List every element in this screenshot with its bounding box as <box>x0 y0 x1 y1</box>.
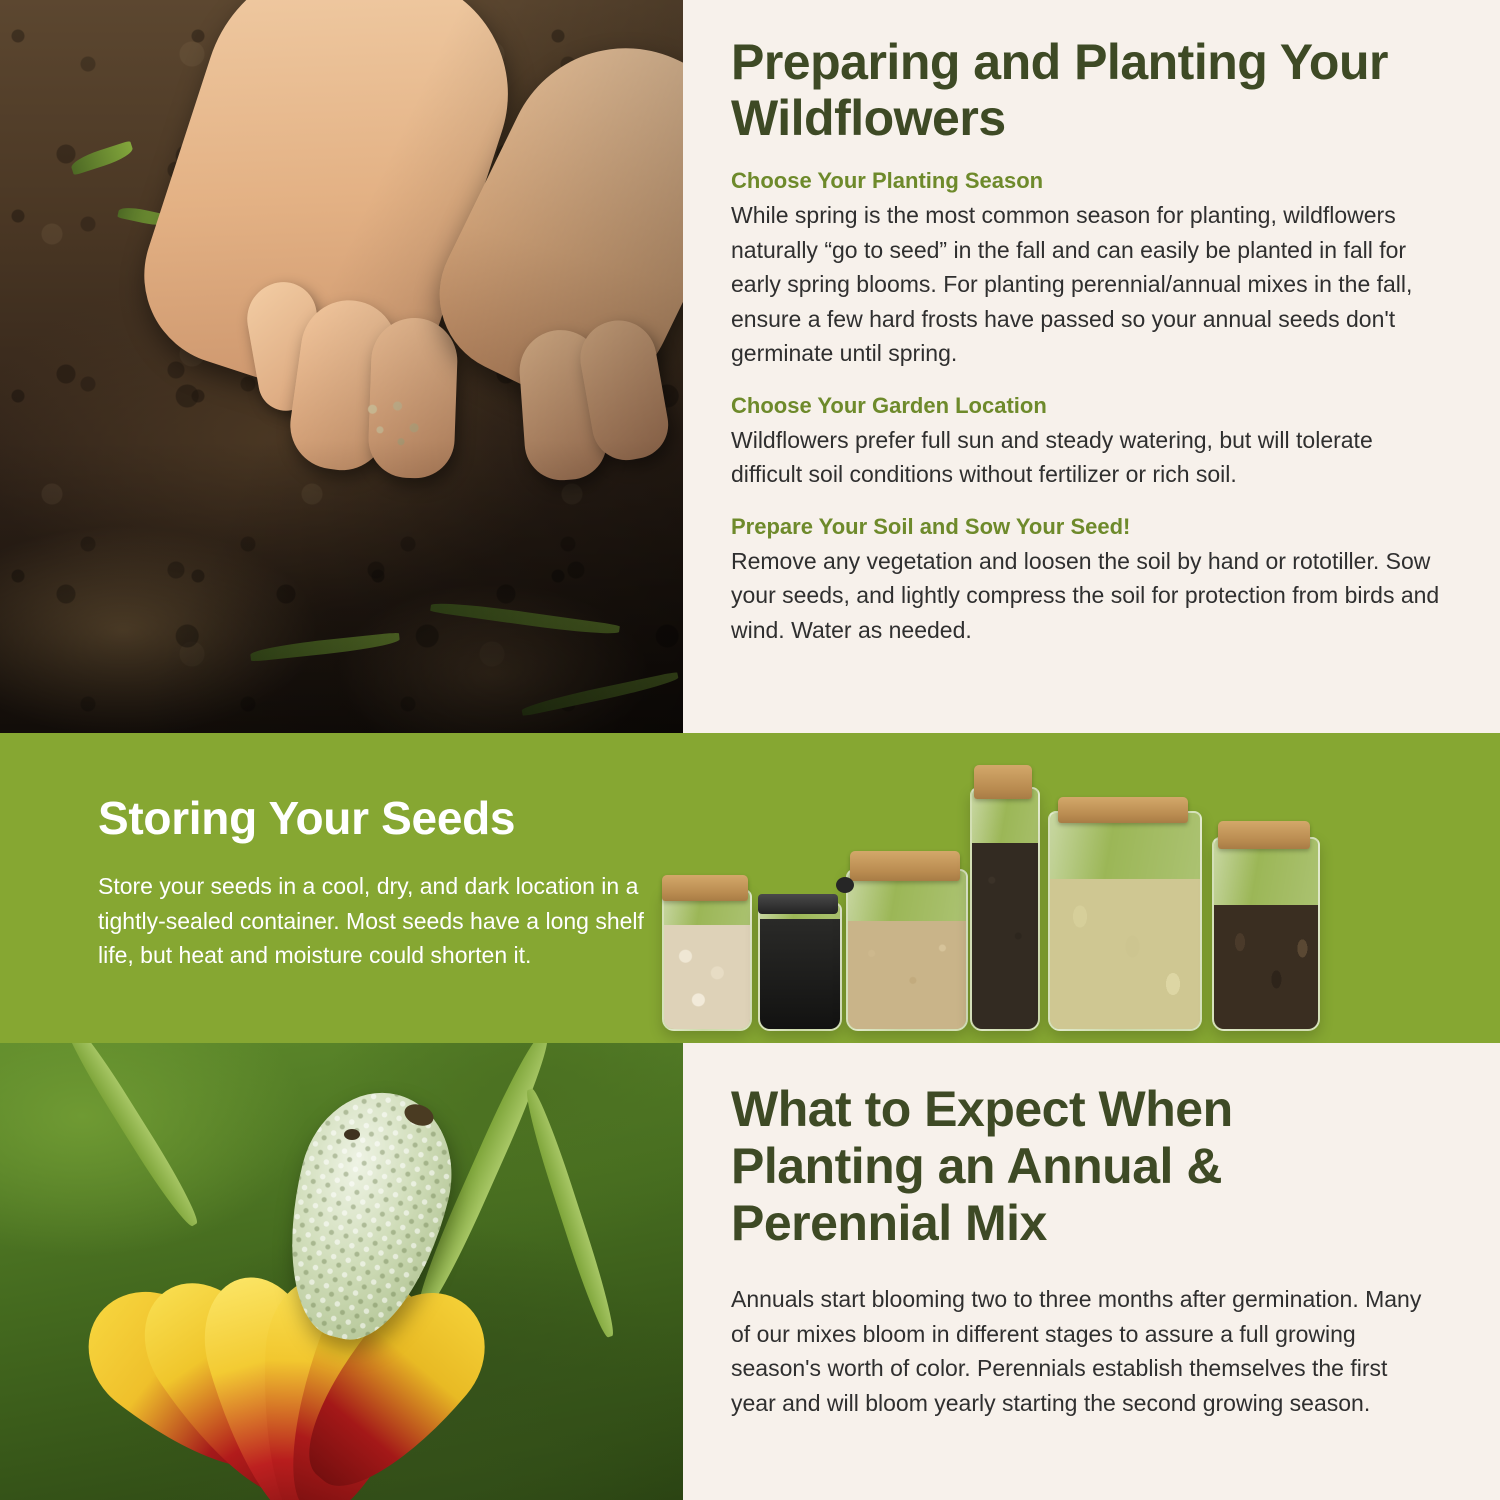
section1-title: Preparing and Planting Your Wildflowers <box>731 34 1388 146</box>
section2-title: Storing Your Seeds <box>98 792 516 844</box>
jar-contents <box>760 919 840 1029</box>
jar-tall-dark-seeds <box>970 787 1040 1031</box>
jar-contents <box>1214 905 1318 1029</box>
paragraph-garden-location: Wildflowers prefer full sun and steady watering, but will tolerate difficult soil conditions without fertilizer or rich soil. <box>731 426 1373 487</box>
section2-text-column <box>0 733 700 1043</box>
jar-black-seeds <box>758 902 842 1031</box>
paragraph-prepare-soil: Remove any vegetation and loosen the soil by hand or rototiller. Sow your seeds, and lightly compress the soil for protection from birds and wind. Water as needed. <box>731 547 1440 643</box>
subheading-planting-season: Choose Your Planting Season <box>731 168 1044 193</box>
dark-lid <box>758 894 838 914</box>
section3-title: What to Expect When Planting an Annual & Perennial Mix <box>731 1081 1233 1251</box>
cork-lid <box>1058 797 1188 823</box>
subheading-prepare-soil: Prepare Your Soil and Sow Your Seed! <box>731 513 1131 539</box>
section2-paragraph: Store your seeds in a cool, dry, and dark location in a tightly-sealed container. Most seeds have a long shelf life, but heat and moisture could shorten it. <box>98 873 644 968</box>
jar-tan-seeds <box>846 869 968 1031</box>
jar-contents <box>1050 879 1200 1029</box>
cork-lid <box>974 765 1032 799</box>
jar-white-beans <box>662 889 752 1031</box>
jar-contents <box>848 921 966 1029</box>
cork-lid <box>850 851 960 881</box>
section3-paragraph: Annuals start blooming two to three months after germination. Many of our mixes bloom in different stages to assure a full growing season's worth of color. Perennials establish themselves the first year and will bloom yearly starting the second growing season. <box>731 1286 1422 1416</box>
jar-contents <box>664 925 750 1029</box>
seed-jars-photo <box>700 733 1500 1043</box>
jar-sunflower-seeds <box>1212 837 1320 1031</box>
section-storing-seeds <box>0 733 1500 1043</box>
section-what-to-expect <box>0 1043 1500 1500</box>
section1-text-column <box>683 0 1500 733</box>
lid-ring <box>836 877 854 893</box>
jar-contents <box>972 843 1038 1029</box>
coneflower-photo <box>0 1043 683 1500</box>
paragraph-planting-season: While spring is the most common season for planting, wildflowers naturally “go to seed” in the fall and can easily be planted in fall for early spring blooms. For planting perennial/annual mixes in the fall, ensure a few hard frosts have passed so your annual seeds don't germinate until spring. <box>731 202 1413 366</box>
photo-shading <box>0 0 683 733</box>
section3-text-column <box>683 1043 1500 1500</box>
subheading-garden-location: Choose Your Garden Location <box>731 392 1047 418</box>
cork-lid <box>662 875 748 901</box>
section-preparing-planting <box>0 0 1500 733</box>
insect-icon <box>344 1129 360 1140</box>
cork-lid <box>1218 821 1310 849</box>
jar-pumpkin-seeds <box>1048 811 1202 1031</box>
soil-planting-photo <box>0 0 683 733</box>
